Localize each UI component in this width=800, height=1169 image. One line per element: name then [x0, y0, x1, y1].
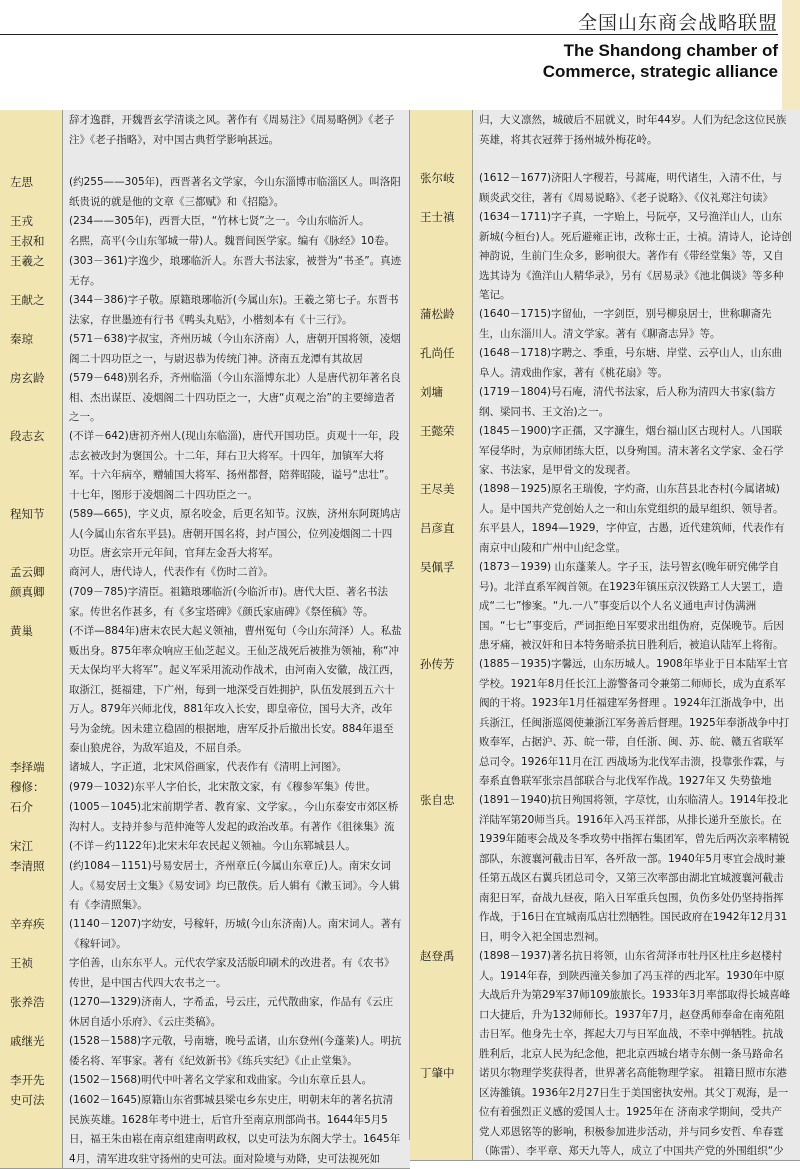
entry-name: 王尽美	[410, 479, 472, 518]
entry-description: (589—665)，字义贞，原名咬金，后更名知节。汉族，济州东阿斑鸠店人(今属山东省东平县)。唐朝开国名将，封卢国公，位列凌烟阁二十四功臣。唐玄宗开元年间，官拜左金吾大将军。	[62, 504, 410, 562]
right-column	[410, 110, 800, 1157]
entry-row	[410, 168, 800, 208]
entry-row	[410, 518, 800, 558]
entry-name: 李择端	[0, 757, 62, 777]
entry-description: 诺贝尔物理学奖获得者，世界著名高能物理学家。 祖籍日照市东港区涛雒镇。1936年2月27日生于美国密执安州。其父丁观海，是一位有着强烈正义感的爱国人士。1925年在 济南求学期间，受共产党人邓恩铭等的影响，积极参加进步活动，并与同乡安哲、牟春霆（陈雷）、李平章、郑天九等人，成立了中国共产党的外围组织“少	[472, 1063, 800, 1160]
entry-name: 王献之	[0, 290, 62, 329]
entry-row	[410, 557, 800, 655]
entry-description: (1873－1939) 山东蓬莱人。字子玉，法号智玄(晚年研究佛学自号)。北洋直系军阀首领。在1923年镇压京汉铁路工人大罢工，造成“二七”惨案。“九.一八”事变后以个人名义通电声讨伪满洲国。“七七”事变后，严词拒绝日军要求出组伪府，克保晚节。后因患牙痛，被汉奸和日本特务暗杀抗日胜利后，被追认陆军上将衔。	[472, 557, 800, 654]
entry-row	[0, 562, 410, 583]
entry-name: 王戎	[0, 211, 62, 231]
entry-description: (1602－1645)原籍山东省鄄城县梁屯乡东史庄，明朝末年的著名抗清民族英雄。1628年考中进士，后官升至南京刑部尚书。1644年5月5日，福王朱由崧在南京组建南明政权，以史可法为东阁大学士。1645年4月，清军进攻驻守扬州的史可法。面对险境与劝降，史可法视死如	[62, 1090, 410, 1168]
entry-description: (1528－1588)字元敬，号南塘，晚号孟诸，山东登州(今蓬莱)人。明抗倭名将、军事家。著有《纪效新书》《练兵实纪》《止止堂集》。	[62, 1031, 410, 1070]
entry-row	[0, 368, 410, 427]
entry-description: (1640－1715)字留仙，一字剑臣，别号柳泉居士，世称聊斋先生，山东淄川人。清文学家。著有《聊斋志异》等。	[472, 304, 800, 343]
entry-row	[0, 110, 410, 173]
left-column	[0, 110, 410, 1165]
entry-description: (1140－1207)字幼安，号稼轩，历城(今山东济南)人。南宋词人。著有《稼轩词》。	[62, 914, 410, 953]
entry-name: 张养浩	[0, 992, 62, 1031]
entry-row	[0, 426, 410, 505]
entry-row	[0, 1090, 410, 1169]
entry-row	[0, 211, 410, 232]
entry-row	[410, 304, 800, 344]
entry-row	[0, 504, 410, 563]
entry-row	[0, 1070, 410, 1091]
entry-description: (1270—1329)济南人，字希孟，号云庄，元代散曲家，作品有《云庄休居自适小乐府》、《云庄类稿》。	[62, 992, 410, 1031]
entry-row	[410, 110, 800, 169]
header-title-en	[543, 40, 778, 82]
entry-description: 东平县人，1894—1929，字仲宣，古愚，近代建筑师，代表作有南京中山陵和广州中山纪念堂。	[472, 518, 800, 557]
entry-row	[0, 251, 410, 291]
entry-description: (1898－1937)著名抗日将领，山东省菏泽市牡丹区杜庄乡赵楼村人。1914年春，到陕西潼关参加了冯玉祥的西北军。1930年中原大战后升为第29军37师109旅旅长。1933年3月率部取得长城喜峰口大捷后，升为132师师长。1937年7月，赵登禹师奉命在南苑阻击日军。他身先士卒，挥起大刀与日军血战，不幸中弹牺牲。抗战胜利后，北京人民为纪念他，把北京西城台堵寺东侧一条马路命名	[472, 946, 800, 1063]
entry-description: 归，大义凛然，城破后不屈就义，时年44岁。人们为纪念这位民族英雄，将其衣冠葬于扬州城外梅花岭。	[472, 110, 800, 168]
entry-name: 穆修：	[0, 777, 62, 797]
entry-name	[0, 110, 62, 172]
entry-row	[0, 172, 410, 212]
entry-name: 宋江	[0, 836, 62, 856]
entry-name: 辛弃疾	[0, 914, 62, 953]
entry-name: 房玄龄	[0, 368, 62, 426]
entry-name: 秦琼	[0, 329, 62, 368]
header-side-stripe	[782, 0, 800, 110]
entry-name: 王懿荣	[410, 421, 472, 479]
entry-row	[0, 757, 410, 778]
entry-description: (1502－1568)明代中叶著名文学家和戏曲家。今山东章丘县人。	[62, 1070, 410, 1090]
entry-name: 黄巢	[0, 621, 62, 757]
entry-row	[0, 953, 410, 993]
entry-row	[410, 207, 800, 305]
entry-row	[410, 790, 800, 947]
entry-description: (1898－1925)原名王瑞俊，字灼斋，山东莒县北杏村(今属诸城)人。是中国共产党创始人之一和山东党组织的最早组织、领导者。	[472, 479, 800, 518]
entry-row	[0, 231, 410, 252]
entry-description: (1885－1935)字馨远，山东历城人。1908年毕业于日本陆军士官学校。1921年8月任长江上游警备司令兼第二师师长，成为直系军阀的干将。1923年1月任福建军务督理 。1924年江浙战争中，出兵浙江，任闽浙巡阅使兼浙江军务善后督理。1925年奉浙战争中打 败奉军，占据沪、苏、皖一带，自任浙、闽、苏、皖、赣五省联军总司令。1926年11月在江 西战场为北伐军击溃，投靠张作霖，与奉系直鲁联军张宗昌部联合与北伐军作战。1927年又 失势蛰地	[472, 654, 800, 790]
entry-description: (1612－1677)济阳人字稷若，号蒿庵，明代诸生，入清不仕，与顾炎武交往，著有《周易说略》、《老子说略》、《仪礼郑注句读》	[472, 168, 800, 207]
entry-name: 孔尚任	[410, 343, 472, 382]
entry-description: (1648－1718)字聘之、季重，号东塘、岸堂、云亭山人，山东曲阜人。清戏曲作家，著有《桃花扇》等。	[472, 343, 800, 382]
header-rule	[0, 34, 778, 35]
entry-name: 蒲松龄	[410, 304, 472, 343]
entry-name: 王祯	[0, 953, 62, 992]
entry-name: 张尔岐	[410, 168, 472, 207]
entry-name: 王士禛	[410, 207, 472, 304]
entry-name: 石介	[0, 797, 62, 836]
entry-row	[410, 382, 800, 422]
entry-row	[0, 914, 410, 954]
entry-row	[0, 797, 410, 837]
entry-row	[0, 290, 410, 330]
entry-description: (571－638)字叔宝，齐州历城（今山东济南）人，唐朝开国将领，凌烟阁二十四功臣之一，与尉迟恭为传统门神。济南五龙潭有其故居	[62, 329, 410, 368]
entry-name	[410, 110, 472, 168]
entry-description: 辞才逸群，开魏晋玄学清谈之风。著作有《周易注》《周易略例》《老子注》《老子指略》，对中国古典哲学影响甚远。	[62, 110, 410, 172]
entry-description: 字伯善，山东东平人。元代农学家及活版印刷术的改进者。有《农书》传世，是中国古代四大农书之一。	[62, 953, 410, 992]
entry-description: (1634－1711)字子真，一字贻上，号阮亭，又号渔洋山人，山东新城(今桓台)人。死后避雍正讳，改称士正，士禎。清诗人，论诗创神韵说，生前门生众多，影响很大。著作有《带经堂集》等，又自选其诗为《渔洋山人精华录》，另有《居易录》《池北偶谈》等多种笔记。	[472, 207, 800, 304]
entry-description: (1005－1045)北宋前期学者、教育家、文学家。，今山东泰安市郊区桥沟村人。支持并参与范仲淹等人发起的政治改革。有著作《徂徕集》流	[62, 797, 410, 836]
entry-name: 孟云卿	[0, 562, 62, 582]
entry-name: 王羲之	[0, 251, 62, 290]
entry-name: 孙传芳	[410, 654, 472, 790]
entry-row	[410, 343, 800, 383]
entry-description: (344－386)字子敬。原籍琅琊临沂(今属山东)。王羲之第七子。东晋书法家，存世墨迹有行书《鸭头丸贴》，小楷刻本有《十三行》。	[62, 290, 410, 329]
entry-row	[0, 1031, 410, 1071]
entry-description: (303－361)字逸少，琅琊临沂人。东晋大书法家，被誉为“书圣”。真迹无存。	[62, 251, 410, 290]
entry-description: (不详—884年)唐末农民大起义领袖，曹州冤句（今山东菏泽）人。私盐贩出身。875年率众响应王仙芝起义。王仙芝战死后被推为领袖，称“冲天太保均平大将军”。起义军采用流动作战术，由河南入安徽，战江西，取浙江，挺福建，下广州，每到一地深受百姓拥护，队伍发展到五六十万人。879年兴师北伐，881年攻入长安，即皇帝位，国号大齐，改年号为金统。因未建立稳固的根据地，唐军反扑后撤出长安。884年退至泰山狼虎谷，为敌军追及，不屈自杀。	[62, 621, 410, 757]
entry-description: 名熙，高平(今山东邹城一带)人。魏晋间医学家。编有《脉经》10卷。	[62, 231, 410, 251]
entry-description: (979－1032)东平人字伯长，北宋散文家，有《穆参军集》传世。	[62, 777, 410, 797]
entry-name: 左思	[0, 172, 62, 211]
entry-row	[410, 421, 800, 480]
entry-name: 戚继光	[0, 1031, 62, 1070]
entry-row	[0, 856, 410, 915]
header-title-en-line2: Commerce, strategic alliance	[542, 62, 778, 81]
entry-row	[0, 777, 410, 798]
entry-name: 史可法	[0, 1090, 62, 1168]
header-title-en-line1: The Shandong chamber of	[563, 41, 778, 60]
entry-name: 李开先	[0, 1070, 62, 1090]
entry-description: (1845－1900)字正孺，又字濂生，烟台福山区古现村人。八国联军侵华时，为京师团练大臣，以身殉国。清末著名文学家、金石学家、书法家，是甲骨文的发现者。	[472, 421, 800, 479]
entry-name: 段志玄	[0, 426, 62, 504]
entry-name: 吕彦直	[410, 518, 472, 557]
entry-description: (709－785)字清臣。祖籍琅琊临沂(今临沂市)。唐代大臣、著名书法家。传世名作甚多，有《多宝塔碑》《颜氏家庙碑》《祭侄稿》等。	[62, 582, 410, 621]
entry-row	[410, 479, 800, 519]
entry-row	[0, 329, 410, 369]
entry-description: 商河人，唐代诗人，代表作有《伤时二首》。	[62, 562, 410, 582]
entry-row	[0, 621, 410, 758]
entry-name: 程知节	[0, 504, 62, 562]
entry-name: 吴佩孚	[410, 557, 472, 654]
entry-description: 诸城人，字正道，北宋风俗画家，代表作有《清明上河图》。	[62, 757, 410, 777]
entry-description: (不详－642)唐初齐州人(现山东临淄)，唐代开国功臣。贞观十一年，段志玄被改封为褒国公。十二年，拜右卫大将军。十四年，加镇军大将军。十六年病卒，赠辅国大将军、扬州都督，陪葬昭陵，谥号“忠壮”。十七年，图形于凌烟阁二十四功臣之一。	[62, 426, 410, 504]
header-title-cn: 全国山东商会战略联盟	[577, 12, 778, 34]
entry-description: (不详－约1122年)北宋末年农民起义领袖。今山东郓城县人。	[62, 836, 410, 856]
entry-name: 张自忠	[410, 790, 472, 946]
entry-description: (1891－1940)抗日殉国将领，字荩忱，山东临清人。1914年投北洋陆军第20师当兵。1916年入冯玉祥部，从排长递升至旅长。在1939年随枣会战及冬季攻势中指挥右集团军，曾先后两次亲率精锐部队，东渡襄河截击日军，各歼敌一部。1940年5月枣宜会战时兼任第五战区右翼兵团总司令，又第三次率部由湖北宜城渡襄河截击南犯日军，奋战九昼夜，陷入日军重兵包围，负伤多处仍坚持指挥作战，于16日在宜城南瓜店壮烈牺牲。国民政府在1942年12月31日，明令入祀全国忠烈祠。	[472, 790, 800, 946]
entry-description: (约1084－1151)号易安居士，齐州章丘(今属山东章丘)人。南宋女词人。《易安居士文集》《易安词》均已散佚。后人辑有《漱玉词》。今人辑有《李清照集》。	[62, 856, 410, 914]
entry-description: (约255——305年)，西晋著名文学家，今山东淄博市临淄区人。叫洛阳纸贵说的就是他的文章《三都赋》和《招隐》。	[62, 172, 410, 211]
entry-name: 丁肇中	[410, 1063, 472, 1160]
entry-description: (234——305年)，西晋大臣，“竹林七贤”之一。今山东临沂人。	[62, 211, 410, 231]
entry-row	[410, 654, 800, 791]
page-header	[0, 0, 800, 110]
entry-row	[0, 836, 410, 857]
entry-name: 颜真卿	[0, 582, 62, 621]
entry-row	[410, 1063, 800, 1161]
entry-row	[0, 582, 410, 622]
entry-name: 赵登禹	[410, 946, 472, 1063]
entry-name: 王叔和	[0, 231, 62, 251]
column-divider	[409, 110, 410, 1140]
entry-row	[0, 992, 410, 1032]
entry-name: 李清照	[0, 856, 62, 914]
entry-name: 刘墉	[410, 382, 472, 421]
entry-row	[410, 946, 800, 1064]
entry-description: (579－648)别名乔，齐州临淄（今山东淄博东北）人是唐代初年著名良相、杰出谋臣、凌烟阁二十四功臣之一，大唐“贞观之治”的主要缔造者之一。	[62, 368, 410, 426]
entry-description: (1719－1804)号石庵，清代书法家，后人称为清四大书家(翁方纲、梁同书、王文治)之一。	[472, 382, 800, 421]
